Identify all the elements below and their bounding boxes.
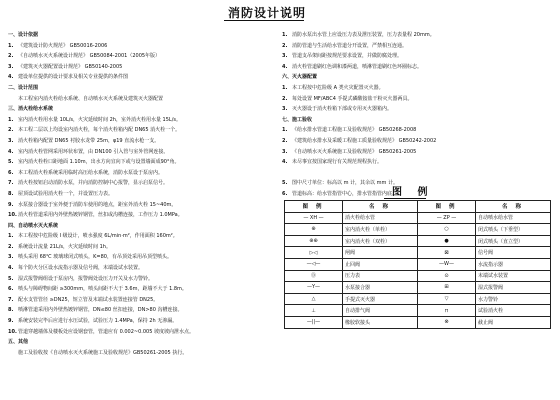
- note-text: 《给水排水管道工程施工及验收规范》 GB50268-2008: [292, 127, 417, 134]
- page-title: 消防设计说明: [228, 6, 307, 20]
- legend-name: 闸阀: [343, 247, 418, 259]
- legend-symbol: ●: [418, 235, 476, 247]
- note-number: 1.: [282, 32, 288, 38]
- legend-name: 水流指示器: [476, 258, 551, 270]
- note-text: 系统设计流量 21L/s，火灾延续时间 1h。: [18, 243, 111, 250]
- note-text: 灭火器设于消火栓箱下部或专用灭火器箱内。: [292, 106, 393, 113]
- note-text: 《自动喷水灭火系统设计规范》 GB50084-2001（2005年版）: [18, 53, 161, 60]
- note-line: [282, 157, 554, 168]
- legend-name: 末端试水装置: [476, 270, 551, 282]
- legend-name: 试验消火栓: [476, 305, 551, 317]
- legend-name: 自动排气阀: [343, 305, 418, 317]
- note-number: 六、: [282, 74, 293, 81]
- note-line: [8, 72, 270, 83]
- note-line: [8, 51, 270, 62]
- note-number: 4.: [8, 74, 14, 81]
- note-text: 消火栓按钮启动消防水泵，并向消防控制中心报警，显示启泵信号。: [18, 180, 169, 187]
- section-heading: [282, 115, 554, 126]
- section-heading: [8, 83, 270, 94]
- note-line: [8, 62, 270, 73]
- note-number: 5.: [8, 159, 14, 166]
- note-number: 四、: [8, 222, 19, 229]
- note-text: 本工程按中危险级 I 级设计，喷水强度 6L/min·m²，作用面积 160m²。: [18, 233, 178, 240]
- note-line: [282, 83, 554, 94]
- note-number: 8.: [8, 190, 14, 197]
- note-text: 消火栓管道刷红色调和漆两道，喷淋管道刷红色环圈标志。: [292, 63, 423, 70]
- legend-symbol: ⊓: [418, 305, 476, 317]
- note-text: 设计依据: [18, 32, 39, 38]
- note-line: [8, 305, 270, 316]
- note-number: 8.: [8, 307, 14, 314]
- legend-name: 闭式喷头（直立型）: [476, 235, 551, 247]
- note-line: [8, 274, 270, 285]
- note-number: 4.: [8, 148, 14, 155]
- legend-symbol: ○: [418, 224, 476, 236]
- note-number: 1.: [8, 42, 14, 49]
- note-number: 9.: [8, 318, 14, 325]
- note-line: [8, 41, 270, 52]
- note-text: 灭火器配置: [292, 74, 318, 81]
- note-line: [8, 147, 270, 158]
- note-line: [8, 125, 270, 136]
- note-text: 室内消火栓管网采用环状布置，由 DN100 引入管与室外管网连接。: [18, 148, 169, 155]
- legend-symbol: ⊗: [418, 316, 476, 328]
- note-line: [8, 200, 270, 211]
- legend-row: [285, 305, 551, 317]
- note-number: 3.: [282, 106, 288, 113]
- note-line: [282, 51, 554, 62]
- note-number: 1.: [8, 233, 14, 240]
- legend-name: 闭式喷头（下垂型）: [476, 224, 551, 236]
- legend-symbol: ⊠: [418, 247, 476, 259]
- note-number: 七、: [282, 116, 293, 123]
- note-number: 4.: [8, 265, 14, 272]
- legend-name: 压力表: [343, 270, 418, 282]
- note-text: 喷淋管道采用内外壁热镀锌钢管，DN≤80 丝扣连接，DN>80 沟槽连接。: [18, 307, 183, 314]
- legend-name: 止回阀: [343, 258, 418, 270]
- note-text: 施工及验收按《自动喷水灭火系统施工及验收规范》GB50261-2005 执行。: [18, 349, 188, 356]
- section-heading: [8, 337, 270, 348]
- notes-left-column: [8, 30, 270, 358]
- section-heading: [8, 104, 270, 115]
- note-number: 4.: [282, 63, 288, 70]
- notes-right-column: [282, 30, 554, 200]
- legend-name: 手提式灭火器: [343, 293, 418, 305]
- legend-row: [285, 270, 551, 282]
- note-line: [282, 30, 554, 41]
- note-line: [282, 168, 554, 179]
- note-line: [282, 136, 554, 147]
- note-line: [8, 284, 270, 295]
- legend-symbol: —W—: [418, 258, 476, 270]
- legend-name: 湿式报警阀: [476, 282, 551, 294]
- note-text: 施工验收: [292, 116, 313, 123]
- note-text: 图中尺寸单位：标高以 m 计，其余以 mm 计。: [292, 180, 398, 187]
- note-text: 建设单位提供的设计要求及相关专业提供的条件图: [18, 74, 129, 81]
- legend-symbol: ▷◁: [285, 247, 343, 259]
- note-number: 5.: [8, 275, 14, 282]
- note-number: 1.: [8, 116, 14, 123]
- legend-symbol: △: [285, 293, 343, 305]
- note-text: 自动喷水灭火系统: [18, 222, 59, 229]
- legend-name: 自动喷水给水管: [476, 212, 551, 224]
- note-line: [282, 62, 554, 73]
- note-text: 配水支管管径 ≥DN25，短立管及末端试水装置连接管 DN25。: [18, 296, 159, 303]
- legend-row: [285, 282, 551, 294]
- note-number: 7.: [8, 180, 14, 187]
- legend-row: [285, 235, 551, 247]
- legend-row: [285, 316, 551, 328]
- legend-name: 水力警铃: [476, 293, 551, 305]
- legend-symbol: ⊥: [285, 305, 343, 317]
- note-text: 室内消火栓栓口距地面 1.10m，出水方向宜向下或与设置墙面成90°角。: [18, 159, 180, 166]
- note-line: [8, 189, 270, 200]
- note-line: [8, 115, 270, 126]
- note-line: [282, 94, 554, 105]
- legend-symbol: ⊞: [418, 282, 476, 294]
- legend-table: [284, 200, 551, 329]
- note-line: [8, 178, 270, 189]
- note-number: 2.: [8, 243, 14, 250]
- note-line: [8, 242, 270, 253]
- note-line: [282, 41, 554, 52]
- legend-name: 信号阀: [476, 247, 551, 259]
- note-number: 4.: [282, 159, 288, 166]
- note-number: 二、: [8, 84, 19, 91]
- note-text: 每个防火分区设水流指示器及信号阀，末端设试水装置。: [18, 265, 144, 272]
- note-text: 消火栓给水系统: [18, 106, 54, 113]
- legend-title: 图 例: [392, 187, 434, 198]
- legend-header-symbol: 图 例: [418, 201, 476, 213]
- note-number: 2.: [282, 95, 288, 102]
- note-text: 未尽事宜按国家现行有关规范规程执行。: [292, 159, 383, 166]
- legend-symbol: — XH —: [285, 212, 343, 224]
- legend-title-underline: [384, 198, 426, 199]
- legend-name: 水泵接合器: [343, 282, 418, 294]
- note-line: [282, 104, 554, 115]
- note-text: 本工程室内消火栓给水系统、自动喷水灭火系统及建筑灭火器配置: [18, 95, 164, 102]
- legend-row: [285, 224, 551, 236]
- note-line: [8, 327, 270, 338]
- legend-header-name: 名 称: [343, 201, 418, 213]
- legend-row: [285, 212, 551, 224]
- legend-name: 消火栓给水管: [343, 212, 418, 224]
- legend-symbol: Ⓓ: [285, 270, 343, 282]
- legend-symbol: ⊕⊕: [285, 235, 343, 247]
- note-line: [8, 295, 270, 306]
- note-line: [282, 125, 554, 136]
- note-text: 本工程消火栓系统采用临时高压给水系统，消防水泵设于泵房内。: [18, 169, 164, 176]
- note-number: 3.: [282, 148, 288, 155]
- note-number: 五、: [8, 339, 19, 346]
- note-text: 水泵接合器设于室外便于消防车使用的地点，距室外消火栓 15~40m。: [18, 201, 177, 208]
- legend-row: [285, 247, 551, 259]
- note-number: 6.: [8, 169, 14, 176]
- legend-header-row: [285, 201, 551, 213]
- note-number: 1.: [282, 84, 288, 91]
- note-text: 设计范围: [18, 84, 39, 91]
- legend-header-name: 名 称: [476, 201, 551, 213]
- note-text: 管道标高：给水管指管中心，排水管指管内底。: [292, 190, 398, 197]
- note-number: 10.: [8, 328, 17, 335]
- note-text: 管道支吊架间距按规范要求设置，并做防腐处理。: [292, 53, 403, 60]
- note-number: 2.: [8, 127, 14, 134]
- note-text: 系统安装完毕后应进行水压试验，试验压力 1.4MPa，保持 2h 无渗漏。: [18, 318, 178, 325]
- legend-symbol: —Y—: [285, 282, 343, 294]
- note-text: 《建筑灭火器配置设计规范》 GB50140-2005: [18, 63, 123, 70]
- note-number: 1.: [282, 127, 288, 134]
- note-text: 本工程按中危险级 A 类火灾配置灭火器。: [292, 84, 384, 91]
- note-text: 消火栓管道采用内外壁热镀锌钢管，丝扣或沟槽连接，工作压力 1.0MPa。: [18, 212, 183, 219]
- note-text: 消防管道与生活给水管道分开设置，严禁相互连通。: [292, 42, 408, 49]
- legend-name: 截止阀: [476, 316, 551, 328]
- legend-symbol: ⊙: [418, 270, 476, 282]
- note-text: 其他: [18, 339, 29, 346]
- note-line: [8, 168, 270, 179]
- note-line: [8, 316, 270, 327]
- note-number: 5.: [282, 180, 288, 187]
- note-text: 湿式报警阀组设于泵房内，报警阀处设压力开关及水力警铃。: [18, 275, 154, 282]
- note-text: 《建筑给水排水及采暖工程施工质量验收规范》 GB50242-2002: [292, 137, 437, 144]
- note-number: 2.: [8, 53, 14, 60]
- note-text: 每处设置 MF/ABC4 手提式磷酸铵盐干粉灭火器两具。: [292, 95, 413, 102]
- note-line: [8, 157, 270, 168]
- note-text: 《自动喷水灭火系统施工及验收规范》 GB50261-2005: [292, 148, 417, 155]
- legend-row: [285, 258, 551, 270]
- legend-row: [285, 293, 551, 305]
- section-heading: [8, 30, 270, 41]
- note-text: 室内消火栓用水量 10L/s，火灾延续时间 2h，室外消火栓用水量 15L/s。: [18, 116, 181, 123]
- section-heading: [8, 221, 270, 232]
- note-text: 喷头采用 68℃ 玻璃球闭式喷头，K=80，有吊顶处采用吊顶型喷头。: [18, 254, 172, 261]
- note-line: [8, 348, 270, 359]
- legend-symbol: — ZP —: [418, 212, 476, 224]
- note-text: 消防水泵出水管上应设压力表及泄压装置，压力表量程 20mm。: [292, 32, 435, 38]
- note-number: 6.: [282, 190, 288, 197]
- note-number: 3.: [282, 53, 288, 60]
- legend-symbol: ⊕: [285, 224, 343, 236]
- note-number: 3.: [8, 254, 14, 261]
- legend-symbol: —◁—: [285, 258, 343, 270]
- legend-name: 室内消火栓（单栓）: [343, 224, 418, 236]
- note-number: 一、: [8, 32, 19, 38]
- note-number: 7.: [8, 296, 14, 303]
- note-line: [8, 136, 270, 147]
- note-text: 本工程二层以上均设室内消火栓，每个消火栓箱内配 DN65 消火栓一个。: [18, 127, 181, 134]
- note-number: 3.: [8, 137, 14, 144]
- note-number: 9.: [8, 201, 14, 208]
- note-text: 管道穿越墙体及楼板处应设钢套管，管道应有 0.002~0.005 坡度坡向泄水点。: [18, 328, 194, 335]
- legend-name: 橡胶软接头: [343, 316, 418, 328]
- title-underline: [224, 20, 304, 21]
- note-number: 3.: [8, 63, 14, 70]
- note-line: [8, 252, 270, 263]
- note-line: [282, 147, 554, 158]
- legend-symbol: ▽: [418, 293, 476, 305]
- note-line: [8, 231, 270, 242]
- legend-header-symbol: 图 例: [285, 201, 343, 213]
- note-number: 2.: [282, 42, 288, 49]
- section-heading: [282, 72, 554, 83]
- note-text: 消火栓箱内配置 DN65 衬胶水龙带 25m，φ19 直流水枪一支。: [18, 137, 160, 144]
- note-text: 屋顶设试验用消火栓一个，并设置压力表。: [18, 190, 114, 197]
- legend-symbol: —||—: [285, 316, 343, 328]
- note-line: [8, 94, 270, 105]
- note-number: 6.: [8, 286, 14, 293]
- note-number: 10.: [8, 212, 17, 219]
- note-line: [8, 263, 270, 274]
- note-number: 2.: [282, 137, 288, 144]
- note-number: 三、: [8, 106, 19, 113]
- note-line: [8, 210, 270, 221]
- note-text: 喷头与障碍物间距 ≥300mm，喷头间距不大于 3.6m，距墙不大于 1.8m。: [18, 286, 187, 293]
- note-text: 《建筑设计防火规范》 GB50016-2006: [18, 42, 108, 49]
- legend-name: 室内消火栓（双栓）: [343, 235, 418, 247]
